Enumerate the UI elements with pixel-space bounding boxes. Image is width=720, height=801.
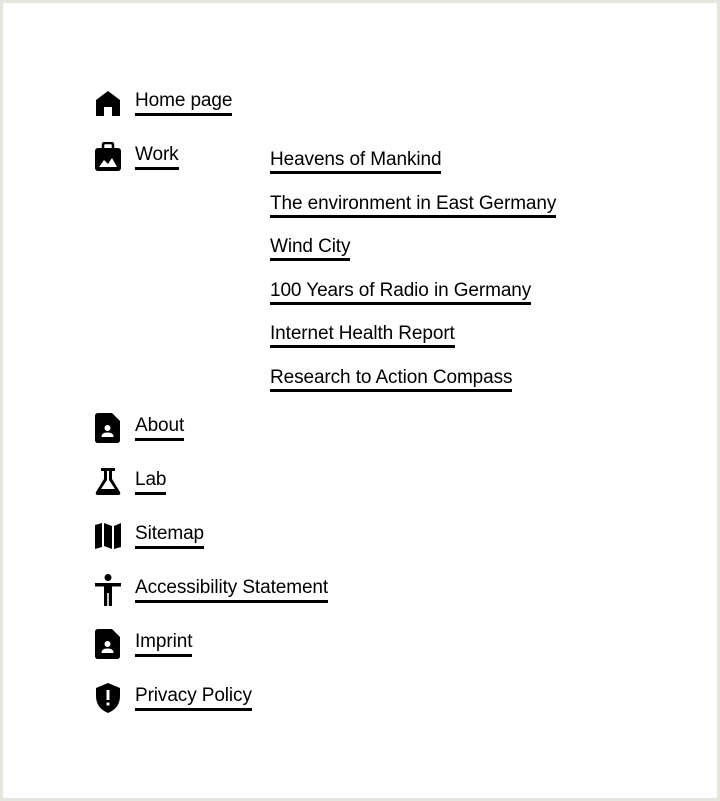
nav-item-about[interactable]	[93, 411, 184, 445]
nav-link-accessibility[interactable]: Accessibility Statement	[135, 577, 328, 603]
map-icon	[93, 521, 123, 551]
nav-item-privacy[interactable]	[93, 681, 252, 715]
list-item	[270, 367, 556, 411]
nav-link-sitemap[interactable]: Sitemap	[135, 523, 204, 549]
project-link-research-to-action-compass[interactable]: Research to Action Compass	[270, 367, 512, 392]
nav-link-about[interactable]: About	[135, 415, 184, 441]
nav-item-lab[interactable]	[93, 465, 166, 499]
list-item	[270, 149, 556, 193]
list-item	[270, 193, 556, 237]
nav-link-home[interactable]: Home page	[135, 90, 232, 116]
list-item	[270, 323, 556, 367]
nav-item-accessibility[interactable]	[93, 573, 328, 607]
project-link-heavens-of-mankind[interactable]: Heavens of Mankind	[270, 149, 441, 174]
page-frame	[3, 3, 717, 798]
accessibility-person-icon	[93, 575, 123, 605]
house-icon	[93, 88, 123, 118]
project-link-internet-health-report[interactable]: Internet Health Report	[270, 323, 455, 348]
nav-link-work[interactable]: Work	[135, 144, 179, 170]
project-link-environment-east-germany[interactable]: The environment in East Germany	[270, 193, 556, 218]
nav-item-home[interactable]	[93, 86, 232, 120]
list-item	[270, 236, 556, 280]
nav-link-imprint[interactable]: Imprint	[135, 631, 192, 657]
shield-alert-icon	[93, 683, 123, 713]
portfolio-bag-icon	[93, 142, 123, 172]
person-document-icon	[93, 629, 123, 659]
flask-icon	[93, 467, 123, 497]
nav-link-privacy[interactable]: Privacy Policy	[135, 685, 252, 711]
list-item	[270, 280, 556, 324]
site-navigation	[3, 3, 717, 798]
person-document-icon	[93, 413, 123, 443]
nav-link-lab[interactable]: Lab	[135, 469, 166, 495]
nav-item-work[interactable]	[93, 140, 179, 174]
nav-item-imprint[interactable]	[93, 627, 192, 661]
nav-item-sitemap[interactable]	[93, 519, 204, 553]
project-link-wind-city[interactable]: Wind City	[270, 236, 350, 261]
work-projects-list	[270, 149, 556, 411]
project-link-100-years-radio[interactable]: 100 Years of Radio in Germany	[270, 280, 531, 305]
